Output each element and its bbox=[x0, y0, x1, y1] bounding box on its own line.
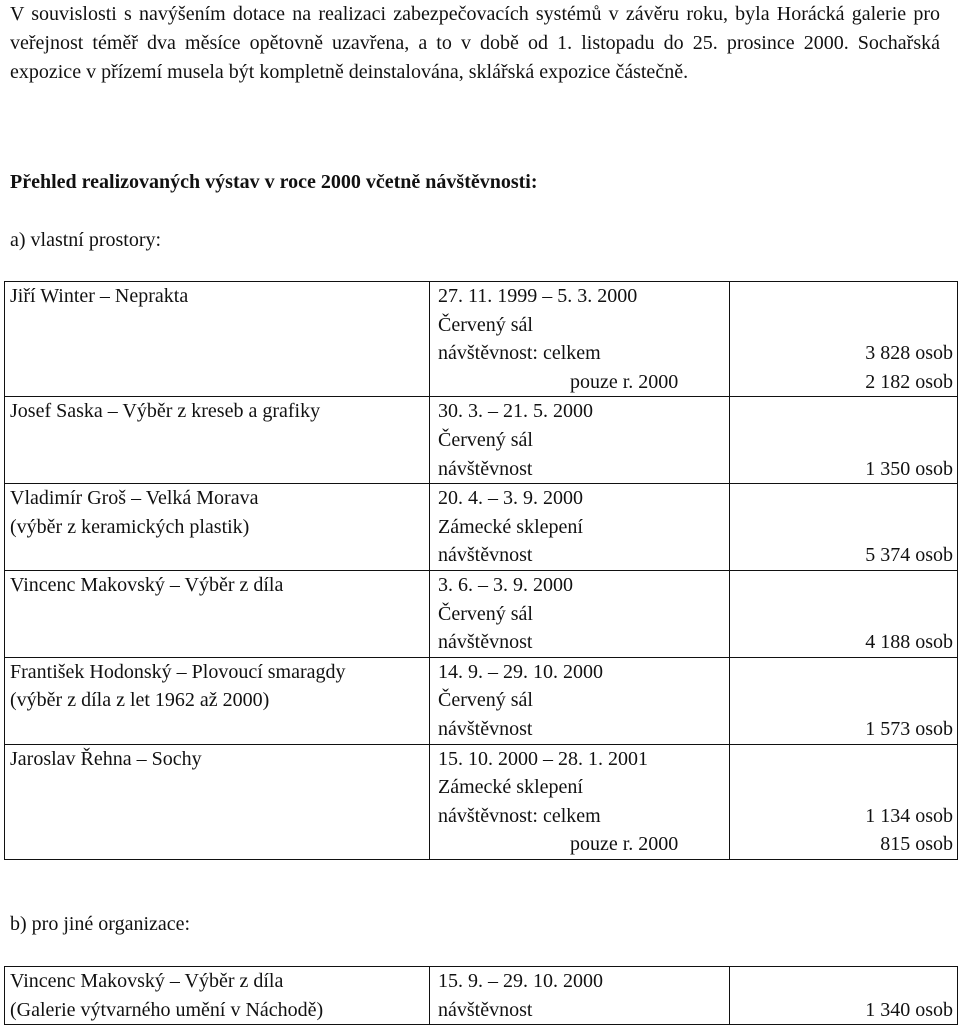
exhibition-visits-cell bbox=[730, 484, 958, 571]
visit-count: 815 osob bbox=[880, 833, 953, 856]
exhibition-details-cell bbox=[430, 282, 730, 397]
exhibition-visits-cell bbox=[730, 397, 958, 484]
exhibition-name-cell bbox=[5, 657, 430, 744]
exhibition-title-line: (výběr z keramických plastik) bbox=[10, 515, 250, 538]
table-row bbox=[5, 282, 958, 397]
visit-count bbox=[730, 571, 953, 600]
exhibitions-table-own bbox=[4, 281, 958, 860]
visit-count bbox=[730, 967, 953, 996]
visit-count bbox=[730, 513, 953, 542]
visit-count bbox=[730, 311, 953, 340]
exhibition-name-cell bbox=[5, 397, 430, 484]
visit-count: 1 573 osob bbox=[865, 717, 953, 740]
exhibition-title-line: Vladimír Groš – Velká Morava bbox=[10, 487, 259, 510]
exhibition-detail-line: 15. 9. – 29. 10. 2000 bbox=[438, 970, 603, 992]
exhibition-details-cell bbox=[430, 484, 730, 571]
exhibition-title-line: Jaroslav Řehna – Sochy bbox=[10, 747, 202, 770]
exhibition-title-line: Vincenc Makovský – Výběr z díla bbox=[10, 573, 284, 596]
exhibition-detail-line: Zámecké sklepení bbox=[438, 776, 583, 799]
exhibitions-table-other bbox=[4, 966, 958, 1025]
visit-count: 3 828 osob bbox=[865, 342, 953, 365]
visit-count bbox=[730, 773, 953, 802]
visit-count bbox=[730, 686, 953, 715]
table-row bbox=[5, 967, 958, 1025]
exhibition-visits-cell bbox=[730, 657, 958, 744]
exhibition-details-cell bbox=[430, 570, 730, 657]
visit-count: 2 182 osob bbox=[865, 370, 953, 393]
exhibition-visits-cell bbox=[730, 744, 958, 859]
visit-count bbox=[730, 658, 953, 687]
visit-count bbox=[730, 484, 953, 513]
visit-count bbox=[730, 282, 953, 311]
table-row bbox=[5, 744, 958, 859]
section-a-label: a) vlastní prostory: bbox=[10, 229, 162, 251]
exhibition-visits-cell bbox=[730, 282, 958, 397]
exhibition-detail-line: návštěvnost bbox=[438, 717, 533, 740]
exhibition-detail-line: Červený sál bbox=[438, 428, 533, 451]
exhibition-name-cell bbox=[5, 570, 430, 657]
exhibition-name-cell bbox=[5, 744, 430, 859]
exhibition-detail-line: návštěvnost: celkem bbox=[438, 804, 601, 827]
exhibition-title-line: František Hodonský – Plovoucí smaragdy bbox=[10, 660, 346, 683]
visit-count: 5 374 osob bbox=[865, 544, 953, 567]
exhibition-name-cell bbox=[5, 484, 430, 571]
exhibition-detail-line: návštěvnost bbox=[438, 457, 533, 480]
intro-paragraph: V souvislosti s navýšením dotace na realizaci zabezpečovacích systémů v závěru roku, byla Horácká galerie pro veřejnost téměř dva měsíce opětovně uzavřena, a to v době od 1. listopadu do 25. prosince 2000. Sochařská expozice v přízemí musela být kompletně deinstalována, sklářská expozice částečně. bbox=[10, 3, 940, 83]
exhibition-detail-line: 20. 4. – 3. 9. 2000 bbox=[438, 487, 583, 510]
exhibition-title-line: Jiří Winter – Neprakta bbox=[10, 285, 189, 307]
visit-count bbox=[730, 745, 953, 774]
exhibition-name-cell bbox=[5, 967, 430, 1025]
exhibition-visits-cell bbox=[730, 570, 958, 657]
exhibition-details-cell bbox=[430, 657, 730, 744]
section-heading: Přehled realizovaných výstav v roce 2000 včetně návštěvnosti: bbox=[10, 171, 538, 193]
exhibition-detail-line: 30. 3. – 21. 5. 2000 bbox=[438, 400, 593, 423]
exhibition-title-line: Vincenc Makovský – Výběr z díla bbox=[10, 970, 284, 992]
visit-count: 1 340 osob bbox=[865, 998, 953, 1021]
exhibition-detail-line: návštěvnost bbox=[438, 544, 533, 567]
table-row bbox=[5, 397, 958, 484]
exhibition-detail-line: pouze r. 2000 bbox=[570, 370, 679, 393]
visit-count bbox=[730, 600, 953, 629]
exhibition-detail-line: 14. 9. – 29. 10. 2000 bbox=[438, 660, 603, 683]
table-row bbox=[5, 484, 958, 571]
exhibition-detail-line: Červený sál bbox=[438, 602, 533, 625]
exhibition-detail-line: návštěvnost: celkem bbox=[438, 342, 601, 365]
visit-count: 1 134 osob bbox=[865, 804, 953, 827]
table-row bbox=[5, 657, 958, 744]
exhibition-details-cell bbox=[430, 397, 730, 484]
exhibition-detail-line: pouze r. 2000 bbox=[570, 833, 679, 856]
exhibition-title-line: (Galerie výtvarného umění v Náchodě) bbox=[10, 998, 324, 1021]
exhibition-details-cell bbox=[430, 967, 730, 1025]
visit-count bbox=[730, 397, 953, 426]
exhibition-detail-line: Zámecké sklepení bbox=[438, 515, 583, 538]
exhibition-detail-line: návštěvnost bbox=[438, 631, 533, 654]
exhibition-detail-line: Červený sál bbox=[438, 313, 533, 336]
exhibition-detail-line: 3. 6. – 3. 9. 2000 bbox=[438, 573, 573, 596]
visit-count bbox=[730, 426, 953, 455]
exhibition-detail-line: Červený sál bbox=[438, 689, 533, 712]
exhibition-title-line: (výběr z díla z let 1962 až 2000) bbox=[10, 689, 270, 712]
section-b-label: b) pro jiné organizace: bbox=[10, 913, 191, 935]
exhibition-title-line: Josef Saska – Výběr z kreseb a grafiky bbox=[10, 400, 321, 423]
visit-count: 4 188 osob bbox=[865, 631, 953, 654]
visit-count: 1 350 osob bbox=[865, 457, 953, 480]
exhibition-visits-cell bbox=[730, 967, 958, 1025]
exhibition-detail-line: 27. 11. 1999 – 5. 3. 2000 bbox=[438, 285, 638, 307]
table-row bbox=[5, 570, 958, 657]
exhibition-detail-line: 15. 10. 2000 – 28. 1. 2001 bbox=[438, 747, 648, 770]
exhibition-detail-line: návštěvnost bbox=[438, 998, 533, 1021]
exhibition-details-cell bbox=[430, 744, 730, 859]
exhibition-name-cell bbox=[5, 282, 430, 397]
